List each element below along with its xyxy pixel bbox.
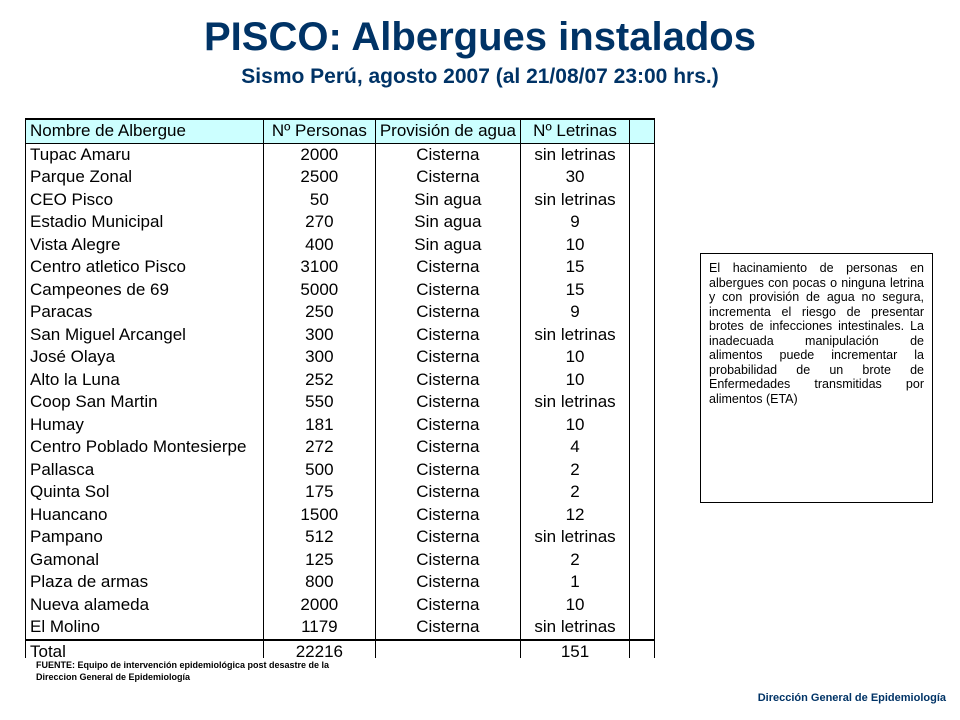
cell-cutoff (630, 324, 655, 347)
cell-water: Cisterna (375, 571, 520, 594)
cell-cutoff (630, 346, 655, 369)
cell-persons: 400 (263, 234, 375, 257)
cell-persons: 300 (263, 346, 375, 369)
cell-latrines: 1 (520, 571, 629, 594)
total-latrines: 151 (520, 640, 629, 659)
cell-cutoff (630, 571, 655, 594)
cell-cutoff (630, 504, 655, 527)
cell-cutoff (630, 189, 655, 212)
table-row (26, 279, 655, 302)
cell-persons: 3100 (263, 256, 375, 279)
header-cell-water: Provisión de agua (375, 119, 520, 143)
cell-water: Sin agua (375, 189, 520, 212)
cell-water: Cisterna (375, 166, 520, 189)
cell-name: Nueva alameda (26, 594, 264, 617)
cell-name: Quinta Sol (26, 481, 264, 504)
cell-persons: 500 (263, 459, 375, 482)
cell-latrines: 2 (520, 459, 629, 482)
cell-water: Cisterna (375, 279, 520, 302)
cell-persons: 175 (263, 481, 375, 504)
total-water (375, 640, 520, 659)
table-row (26, 481, 655, 504)
cell-water: Cisterna (375, 369, 520, 392)
cell-latrines: 9 (520, 301, 629, 324)
table-row (26, 166, 655, 189)
cell-name: Humay (26, 414, 264, 437)
cell-cutoff (630, 369, 655, 392)
cell-cutoff (630, 549, 655, 572)
cell-latrines: 15 (520, 256, 629, 279)
table-row (26, 459, 655, 482)
table-row (26, 369, 655, 392)
shelters-table-body (26, 119, 655, 658)
cell-latrines: 2 (520, 481, 629, 504)
source-note: FUENTE: Equipo de intervención epidemiológica post desastre de la Direccion General de Epidemiología (36, 660, 330, 682)
cell-latrines: 10 (520, 234, 629, 257)
cell-cutoff (630, 301, 655, 324)
cell-cutoff (630, 594, 655, 617)
cell-persons: 252 (263, 369, 375, 392)
cell-name: Pallasca (26, 459, 264, 482)
cell-persons: 125 (263, 549, 375, 572)
cell-name: Huancano (26, 504, 264, 527)
cell-cutoff (630, 640, 655, 659)
cell-name: Estadio Municipal (26, 211, 264, 234)
cell-cutoff (630, 279, 655, 302)
total-persons: 22216 (263, 640, 375, 659)
cell-persons: 300 (263, 324, 375, 347)
table-row (26, 256, 655, 279)
cell-latrines: 30 (520, 166, 629, 189)
cell-persons: 2000 (263, 143, 375, 166)
cell-cutoff (630, 526, 655, 549)
cell-cutoff (630, 166, 655, 189)
cell-latrines: 10 (520, 594, 629, 617)
cell-persons: 50 (263, 189, 375, 212)
cell-name: Vista Alegre (26, 234, 264, 257)
cell-name: Tupac Amaru (26, 143, 264, 166)
table-row (26, 526, 655, 549)
header-cell-latrines: Nº Letrinas (520, 119, 629, 143)
total-label: Total (26, 640, 264, 659)
table-row (26, 616, 655, 640)
cell-water: Cisterna (375, 549, 520, 572)
cell-water: Cisterna (375, 616, 520, 640)
cell-persons: 250 (263, 301, 375, 324)
header-cell-cutoff (630, 119, 655, 143)
shelters-table (25, 118, 655, 658)
table-row (26, 436, 655, 459)
cell-name: Campeones de 69 (26, 279, 264, 302)
cell-latrines: 10 (520, 414, 629, 437)
cell-latrines: sin letrinas (520, 143, 629, 166)
cell-persons: 5000 (263, 279, 375, 302)
table-row (26, 549, 655, 572)
cell-name: El Molino (26, 616, 264, 640)
cell-cutoff (630, 436, 655, 459)
cell-persons: 550 (263, 391, 375, 414)
cell-water: Cisterna (375, 301, 520, 324)
cell-latrines: 10 (520, 369, 629, 392)
cell-cutoff (630, 414, 655, 437)
cell-water: Sin agua (375, 211, 520, 234)
cell-latrines: sin letrinas (520, 324, 629, 347)
cell-cutoff (630, 211, 655, 234)
cell-water: Cisterna (375, 594, 520, 617)
cell-latrines: 4 (520, 436, 629, 459)
cell-persons: 272 (263, 436, 375, 459)
cell-latrines: sin letrinas (520, 526, 629, 549)
cell-persons: 1500 (263, 504, 375, 527)
cell-water: Cisterna (375, 436, 520, 459)
cell-latrines: 15 (520, 279, 629, 302)
table-row (26, 594, 655, 617)
table-row (26, 324, 655, 347)
cell-latrines: 12 (520, 504, 629, 527)
cell-latrines: 9 (520, 211, 629, 234)
table-row (26, 346, 655, 369)
cell-name: José Olaya (26, 346, 264, 369)
cell-cutoff (630, 391, 655, 414)
table-row (26, 504, 655, 527)
cell-water: Cisterna (375, 504, 520, 527)
cell-water: Cisterna (375, 481, 520, 504)
cell-latrines: 2 (520, 549, 629, 572)
page-subtitle: Sismo Perú, agosto 2007 (al 21/08/07 23:00 hrs.) (241, 65, 719, 88)
cell-water: Cisterna (375, 391, 520, 414)
cell-water: Cisterna (375, 346, 520, 369)
cell-name: Pampano (26, 526, 264, 549)
page-title: PISCO: Albergues instalados (204, 15, 756, 59)
cell-name: Alto la Luna (26, 369, 264, 392)
header-cell-persons: Nº Personas (263, 119, 375, 143)
table-row (26, 414, 655, 437)
cell-name: Gamonal (26, 549, 264, 572)
cell-water: Cisterna (375, 459, 520, 482)
cell-cutoff (630, 616, 655, 640)
cell-name: Coop San Martin (26, 391, 264, 414)
cell-water: Cisterna (375, 143, 520, 166)
table-row (26, 234, 655, 257)
cell-latrines: sin letrinas (520, 616, 629, 640)
cell-cutoff (630, 256, 655, 279)
cell-name: Plaza de armas (26, 571, 264, 594)
cell-latrines: sin letrinas (520, 189, 629, 212)
cell-name: CEO Pisco (26, 189, 264, 212)
cell-cutoff (630, 481, 655, 504)
cell-water: Sin agua (375, 234, 520, 257)
cell-persons: 2500 (263, 166, 375, 189)
cell-water: Cisterna (375, 414, 520, 437)
cell-cutoff (630, 234, 655, 257)
table-header-row (26, 119, 655, 143)
cell-name: Centro Poblado Montesierpe (26, 436, 264, 459)
cell-name: Parque Zonal (26, 166, 264, 189)
cell-name: San Miguel Arcangel (26, 324, 264, 347)
cell-latrines: sin letrinas (520, 391, 629, 414)
cell-persons: 1179 (263, 616, 375, 640)
shelters-table-container (25, 118, 655, 658)
table-row (26, 189, 655, 212)
cell-persons: 800 (263, 571, 375, 594)
cell-latrines: 10 (520, 346, 629, 369)
cell-water: Cisterna (375, 324, 520, 347)
header-cell-name: Nombre de Albergue (26, 119, 264, 143)
cell-water: Cisterna (375, 256, 520, 279)
cell-cutoff (630, 143, 655, 166)
cell-persons: 270 (263, 211, 375, 234)
table-row (26, 143, 655, 166)
cell-persons: 181 (263, 414, 375, 437)
cell-persons: 2000 (263, 594, 375, 617)
observation-text-box: El hacinamiento de personas en albergues con pocas o ninguna letrina y con provisión de agua no segura, incrementa el riesgo de presentar brotes de infecciones intestinales. La inadecuada manipulación de alimentos puede incrementar la probabilidad de un brote de Enfermedades transmitidas por alimentos (ETA) (700, 253, 933, 503)
table-row (26, 211, 655, 234)
cell-name: Centro atletico Pisco (26, 256, 264, 279)
table-row (26, 301, 655, 324)
cell-persons: 512 (263, 526, 375, 549)
table-total-row (26, 640, 655, 659)
cell-name: Paracas (26, 301, 264, 324)
cell-cutoff (630, 459, 655, 482)
table-row (26, 571, 655, 594)
footer-org: Dirección General de Epidemiología (757, 692, 946, 704)
cell-water: Cisterna (375, 526, 520, 549)
table-row (26, 391, 655, 414)
